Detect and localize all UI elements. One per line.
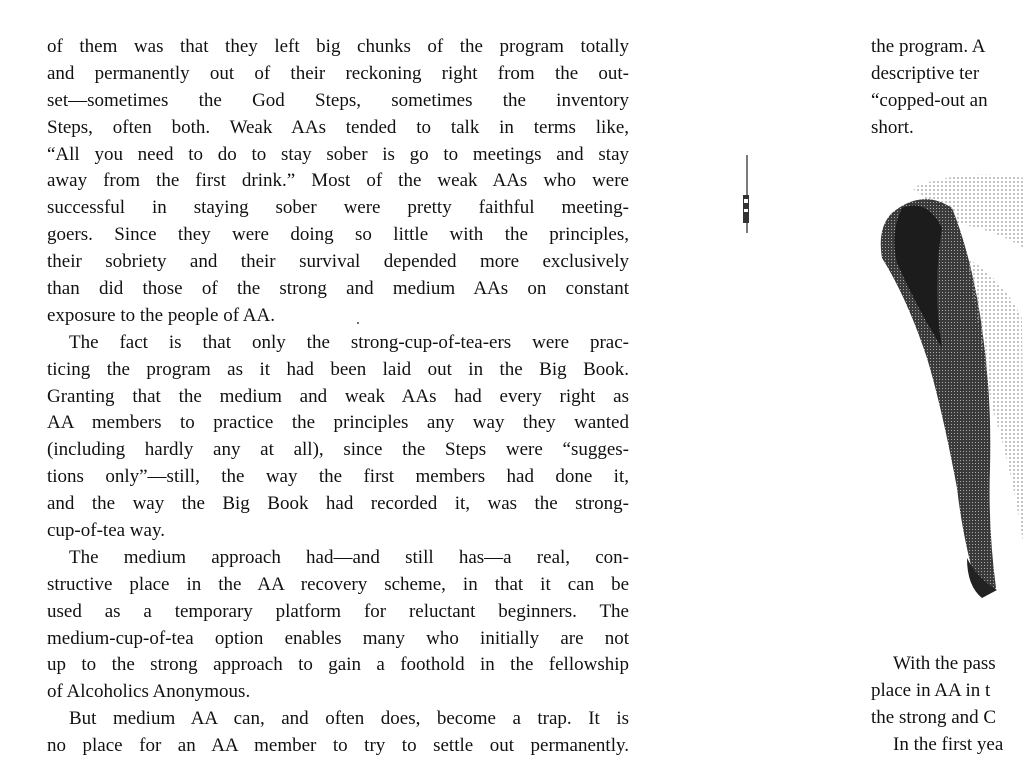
text-line: and the way the Big Book had recorded it, was the strong- xyxy=(47,493,629,515)
halftone-photo xyxy=(872,168,1024,598)
text-line: The medium approach had—and still has—a real, con- xyxy=(69,546,629,568)
text-line: cup-of-tea way. xyxy=(47,520,165,542)
text-line: successful in staying sober were pretty faithful meeting- xyxy=(47,197,629,219)
left-page-text xyxy=(47,34,629,760)
right-page-top-text xyxy=(871,34,1024,142)
text-line: short. xyxy=(871,116,914,138)
text-line: exposure to the people of AA. xyxy=(47,304,275,326)
text-line: In the first yea xyxy=(893,733,1004,755)
text-line: than did those of the strong and medium AAs on constant xyxy=(47,278,629,300)
text-line: up to the strong approach to gain a foothold in the fellowship xyxy=(47,654,629,676)
text-line: (including hardly any at all), since the Steps were “sugges- xyxy=(47,439,629,461)
text-line: no place for an AA member to try to settle out permanently. xyxy=(47,735,629,757)
right-page-bottom-text xyxy=(871,651,1024,759)
text-line: place in AA in t xyxy=(871,679,991,701)
text-line: used as a temporary platform for reluctant beginners. The xyxy=(47,600,629,622)
text-line: of Alcoholics Anonymous. xyxy=(47,681,251,703)
text-line: Granting that the medium and weak AAs had every right as xyxy=(47,385,629,407)
text-line: ticing the program as it had been laid out in the Big Book. xyxy=(47,358,629,380)
text-line: With the pass xyxy=(893,653,996,674)
text-line: away from the first drink.” Most of the weak AAs who were xyxy=(47,170,629,192)
text-line: descriptive ter xyxy=(871,62,980,84)
text-line: structive place in the AA recovery scheme, in that it can be xyxy=(47,573,629,595)
text-line: and permanently out of their reckoning right from the out- xyxy=(47,62,629,84)
text-line: their sobriety and their survival depended more exclusively xyxy=(47,251,629,273)
text-line: “copped-out an xyxy=(871,89,988,111)
text-line: AA members to practice the principles any way they wanted xyxy=(47,412,629,434)
text-line: The fact is that only the strong-cup-of-tea-ers were prac- xyxy=(69,331,629,353)
text-line: medium-cup-of-tea option enables many who initially are not xyxy=(47,627,629,649)
text-line: goers. Since they were doing so little with the principles, xyxy=(47,224,629,246)
text-line: set—sometimes the God Steps, sometimes the inventory xyxy=(47,89,629,111)
text-line: But medium AA can, and often does, become a trap. It is xyxy=(69,708,629,730)
text-line: of them was that they left big chunks of the program totally xyxy=(47,36,629,57)
text-line: the program. A xyxy=(871,36,986,57)
text-line: tions only”—still, the way the first members had done it, xyxy=(47,466,629,488)
text-line: “All you need to do to stay sober is go to meetings and stay xyxy=(47,143,629,165)
text-line: the strong and C xyxy=(871,706,997,728)
scan-speck xyxy=(357,322,359,324)
gutter-mark xyxy=(742,155,750,235)
text-line: Steps, often both. Weak AAs tended to talk in terms like, xyxy=(47,116,629,138)
